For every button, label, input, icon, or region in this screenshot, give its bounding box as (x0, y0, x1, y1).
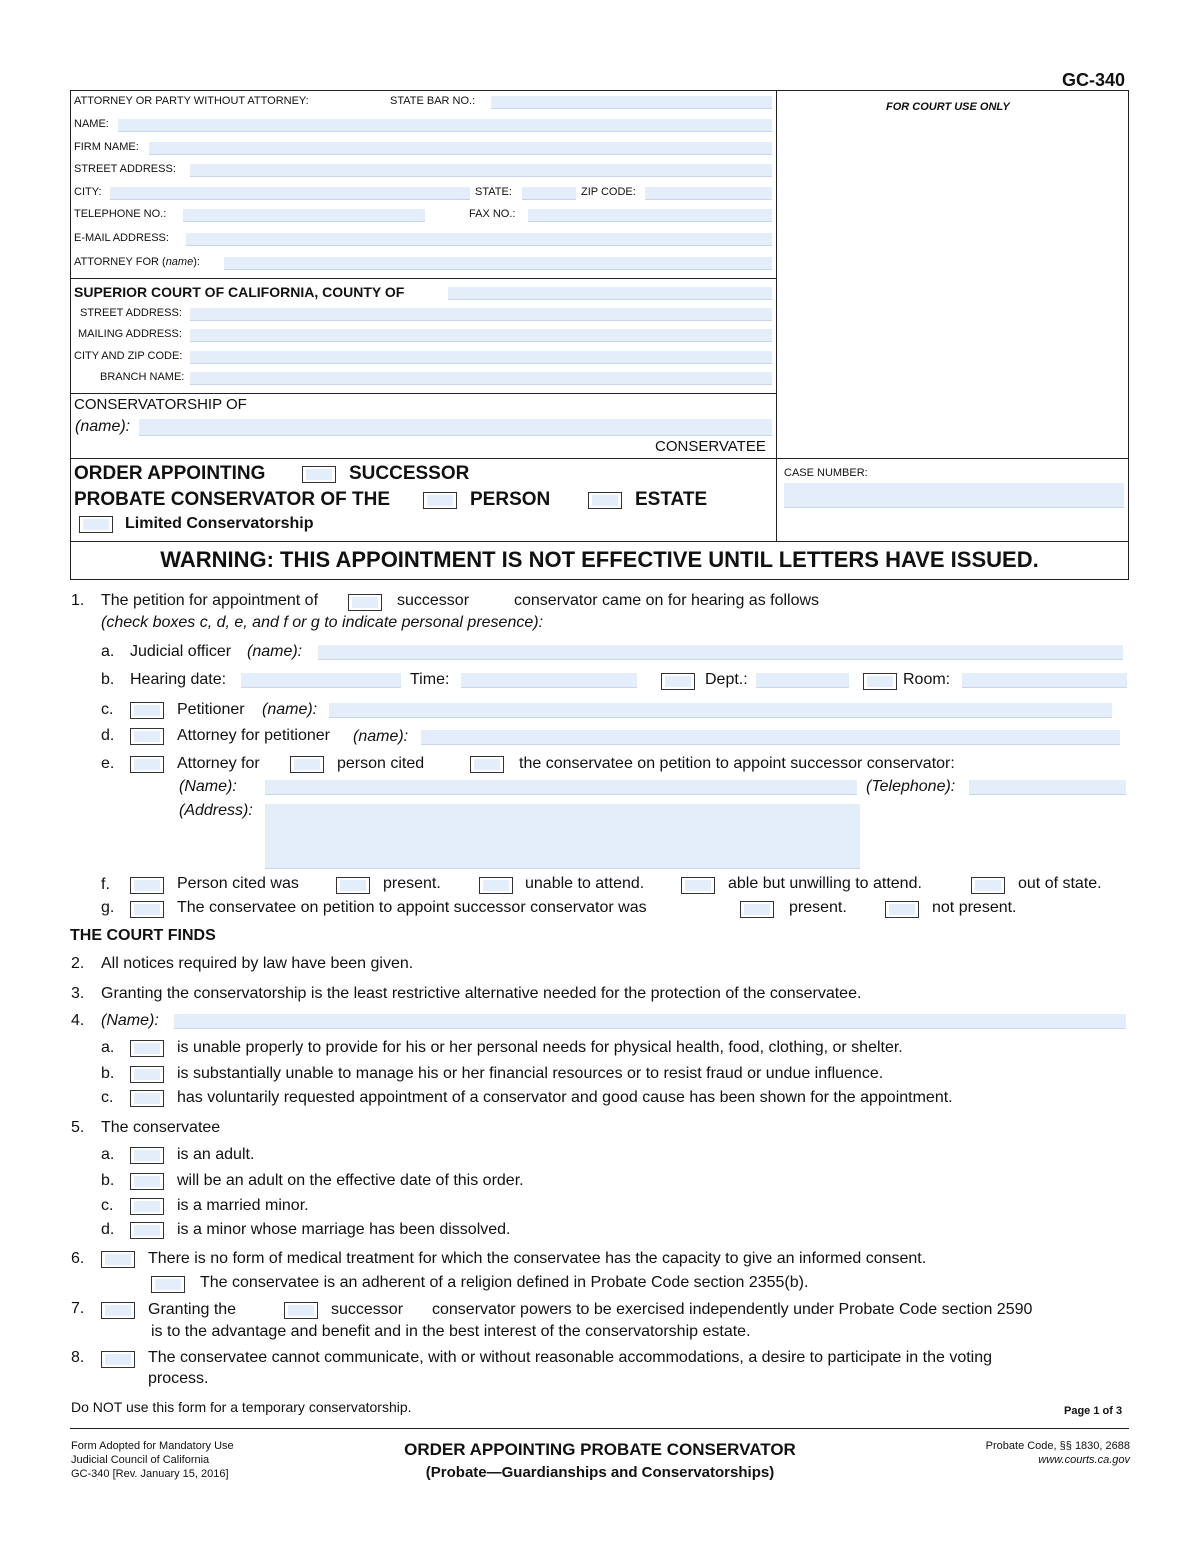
unwilling-label: able but unwilling to attend. (728, 875, 922, 892)
street-label: STREET ADDRESS: (74, 163, 176, 175)
email-field[interactable] (186, 233, 772, 246)
item5b-checkbox[interactable] (130, 1173, 164, 1190)
item-letter: b. (101, 671, 115, 688)
state-label: STATE: (475, 186, 512, 198)
state-field[interactable] (522, 187, 576, 200)
dept-field[interactable] (756, 673, 849, 688)
room-label: Room: (903, 671, 951, 688)
page-number: Page 1 of 3 (1064, 1405, 1123, 1417)
item4-name-field[interactable] (174, 1014, 1126, 1029)
attorney-petitioner-label: Attorney for petitioner (177, 727, 330, 744)
attorney-phone-field[interactable] (969, 780, 1126, 795)
unable-label: unable to attend. (525, 875, 645, 892)
attorney-petitioner-name-label: (name): (353, 728, 409, 745)
dept-label: Dept.: (705, 671, 748, 688)
name-field[interactable] (118, 119, 772, 132)
item1-text-b: conservator came on for hearing as follows (514, 592, 820, 609)
attorney-petitioner-checkbox[interactable] (130, 728, 164, 745)
attorney-for-label: Attorney for (177, 755, 260, 772)
time-field[interactable] (461, 673, 637, 688)
item-letter: d. (101, 727, 115, 744)
item-letter: f. (101, 876, 110, 893)
room-field[interactable] (962, 673, 1127, 688)
adopted-line-2: Judicial Council of California (71, 1454, 210, 1466)
item-number: 2. (71, 955, 85, 972)
item5c-checkbox[interactable] (130, 1198, 164, 1215)
divider (70, 458, 1129, 459)
unwilling-checkbox[interactable] (681, 877, 715, 894)
court-use-label: FOR COURT USE ONLY (886, 101, 1010, 113)
item8-checkbox[interactable] (101, 1351, 135, 1368)
footer-title: ORDER APPOINTING PROBATE CONSERVATOR (404, 1440, 796, 1459)
court-mailing-label: MAILING ADDRESS: (78, 328, 182, 340)
court-cityzip-field[interactable] (190, 351, 772, 364)
successor-checkbox[interactable] (302, 466, 336, 483)
item3-text: Granting the conservatorship is the least restrictive alternative needed for the protection of the conservatee. (101, 985, 862, 1002)
item4b-checkbox[interactable] (130, 1066, 164, 1083)
item7-checkbox[interactable] (101, 1302, 135, 1319)
attorney-label: ATTORNEY OR PARTY WITHOUT ATTORNEY: (74, 95, 309, 107)
item1-text: The petition for appointment of (101, 592, 319, 609)
person-cited-was-checkbox[interactable] (130, 877, 164, 894)
court-street-field[interactable] (190, 308, 772, 321)
probate-code: Probate Code, §§ 1830, 2688 (985, 1440, 1130, 1452)
item1-note: (check boxes c, d, e, and f or g to indicate personal presence): (101, 614, 544, 631)
item6-checkbox[interactable] (101, 1251, 135, 1268)
footer-divider (70, 1428, 1129, 1429)
item-number: 7. (71, 1300, 85, 1317)
divider (776, 90, 777, 542)
item5d-checkbox[interactable] (130, 1222, 164, 1239)
item5-text: The conservatee (101, 1119, 221, 1136)
probate-conservator-title: PROBATE CONSERVATOR OF THE (74, 489, 390, 510)
item-number: 5. (71, 1119, 85, 1136)
judicial-officer-label: Judicial officer (130, 643, 232, 660)
present-label: present. (383, 875, 441, 892)
item4-name-label: (Name): (101, 1012, 159, 1029)
item-letter: a. (101, 1039, 115, 1056)
city-field[interactable] (110, 187, 470, 200)
conservatee-label: the conservatee on petition to appoint successor conservator: (519, 755, 955, 772)
item5d-text: is a minor whose marriage has been dissolved. (177, 1221, 511, 1238)
item-letter: e. (101, 755, 115, 772)
divider (70, 393, 777, 394)
conservatee-was-label: The conservatee on petition to appoint successor conservator was (177, 899, 647, 916)
item-number: 8. (71, 1349, 85, 1366)
fax-label: FAX NO.: (469, 208, 516, 220)
out-of-state-checkbox[interactable] (971, 877, 1005, 894)
warning-banner: WARNING: THIS APPOINTMENT IS NOT EFFECTIVE UNTIL LETTERS HAVE ISSUED. (160, 547, 1039, 572)
attorney-phone-label: (Telephone): (866, 778, 956, 795)
person-cited-checkbox[interactable] (290, 756, 324, 773)
state-bar-field[interactable] (491, 96, 772, 109)
item2-text: All notices required by law have been given. (101, 955, 414, 972)
zip-label: ZIP CODE: (581, 186, 636, 198)
g-not-present-label: not present. (932, 899, 1017, 916)
item7-successor-label: successor (331, 1301, 404, 1318)
order-appointing-title: ORDER APPOINTING (74, 463, 266, 484)
item6-religion-text: The conservatee is an adherent of a religion defined in Probate Code section 2355(b). (200, 1274, 809, 1291)
item4b-text: is substantially unable to manage his or her financial resources or to resist fraud or undue influence. (177, 1065, 884, 1082)
phone-label: TELEPHONE NO.: (74, 208, 167, 220)
court-mailing-field[interactable] (190, 329, 772, 342)
item-letter: a. (101, 1146, 115, 1163)
item-letter: b. (101, 1172, 115, 1189)
item5c-text: is a married minor. (177, 1197, 309, 1214)
attorney-name-label: (Name): (179, 778, 237, 795)
state-bar-label: STATE BAR NO.: (390, 95, 476, 107)
item1-successor-label: successor (397, 592, 470, 609)
item-letter: b. (101, 1065, 115, 1082)
room-checkbox[interactable] (863, 673, 897, 690)
limited-checkbox[interactable] (79, 516, 113, 533)
judicial-officer-name-label: (name): (247, 643, 303, 660)
item5a-checkbox[interactable] (130, 1147, 164, 1164)
attorney-for-checkbox[interactable] (130, 756, 164, 773)
item-number: 6. (71, 1250, 85, 1267)
website-link[interactable]: www.courts.ca.gov (1038, 1454, 1130, 1466)
divider (70, 541, 1129, 542)
petitioner-name-label: (name): (262, 701, 318, 718)
item8-text-a: The conservatee cannot communicate, with or without reasonable accommodations, a desire to participate in the voting (148, 1349, 993, 1366)
firm-label: FIRM NAME: (74, 141, 139, 153)
fax-field[interactable] (528, 209, 772, 222)
item7-text-a: Granting the (148, 1301, 237, 1318)
attorney-address-label: (Address): (179, 802, 253, 819)
item6-text: There is no form of medical treatment for which the conservatee has the capacity to give an informed consent. (148, 1250, 927, 1267)
attorney-for-field[interactable] (224, 257, 772, 270)
item7-text-c: conservator powers to be exercised independently under Probate Code section 2590 (432, 1301, 1033, 1318)
limited-label: Limited Conservatorship (125, 515, 314, 532)
g-not-present-checkbox[interactable] (885, 901, 919, 918)
out-of-state-label: out of state. (1018, 875, 1102, 892)
person-cited-label: person cited (337, 755, 425, 772)
item4a-checkbox[interactable] (130, 1040, 164, 1057)
time-label: Time: (410, 671, 450, 688)
footer-subtitle: (Probate—Guardianships and Conservatorships) (425, 1464, 775, 1481)
item-letter: d. (101, 1221, 115, 1238)
hearing-date-label: Hearing date: (130, 671, 227, 688)
adopted-line-3: GC-340 [Rev. January 15, 2016] (71, 1468, 229, 1480)
unable-checkbox[interactable] (479, 877, 513, 894)
item5b-text: will be an adult on the effective date of this order. (177, 1172, 524, 1189)
item-letter: c. (101, 701, 114, 718)
item-letter: g. (101, 899, 115, 916)
item8-text-b: process. (148, 1370, 209, 1387)
item-number: 3. (71, 985, 85, 1002)
petitioner-label: Petitioner (177, 701, 245, 718)
item7-successor-checkbox[interactable] (284, 1302, 318, 1319)
court-street-label: STREET ADDRESS: (80, 307, 182, 319)
item7-text-d: is to the advantage and benefit and in the best interest of the conservatorship estate. (151, 1323, 751, 1340)
judicial-officer-field[interactable] (318, 645, 1123, 660)
hearing-date-field[interactable] (241, 673, 401, 688)
court-finds-heading: THE COURT FINDS (70, 927, 216, 944)
attorney-name-field[interactable] (265, 780, 857, 795)
case-number-label: CASE NUMBER: (784, 467, 868, 479)
estate-title: ESTATE (635, 489, 708, 510)
conservatorship-of-label: CONSERVATORSHIP OF (74, 396, 247, 413)
court-title: SUPERIOR COURT OF CALIFORNIA, COUNTY OF (74, 284, 405, 300)
person-checkbox[interactable] (423, 492, 457, 509)
phone-field[interactable] (183, 209, 425, 222)
item-number: 4. (71, 1012, 85, 1029)
do-not-use-note: Do NOT use this form for a temporary conservatorship. (71, 1399, 412, 1415)
attorney-address-field[interactable] (265, 804, 860, 869)
conservatee-name-field[interactable] (139, 419, 772, 436)
item-letter: a. (101, 643, 115, 660)
item-letter: c. (101, 1197, 114, 1214)
person-cited-was-label: Person cited was (177, 875, 299, 892)
petitioner-checkbox[interactable] (130, 702, 164, 719)
g-present-checkbox[interactable] (740, 901, 774, 918)
item4c-checkbox[interactable] (130, 1090, 164, 1107)
email-label: E-MAIL ADDRESS: (74, 232, 169, 244)
name-label: NAME: (74, 118, 109, 130)
court-cityzip-label: CITY AND ZIP CODE: (74, 350, 183, 362)
item6-religion-checkbox[interactable] (151, 1276, 185, 1293)
county-field[interactable] (448, 287, 772, 300)
form-id: GC-340 (1062, 70, 1126, 90)
petitioner-field[interactable] (329, 703, 1112, 718)
attorney-for-label: ATTORNEY FOR (name): (74, 256, 200, 268)
firm-field[interactable] (149, 142, 772, 155)
dept-checkbox[interactable] (661, 673, 695, 690)
person-title: PERSON (470, 489, 551, 510)
city-label: CITY: (74, 186, 102, 198)
court-branch-field[interactable] (190, 372, 772, 385)
conservatee-name-label: (name): (75, 418, 131, 435)
estate-checkbox[interactable] (588, 492, 622, 509)
adopted-line-1: Form Adopted for Mandatory Use (71, 1440, 234, 1452)
item-letter: c. (101, 1089, 114, 1106)
successor-title: SUCCESSOR (349, 463, 470, 484)
item4a-text: is unable properly to provide for his or her personal needs for physical health, food, clothing, or shelter. (177, 1039, 903, 1056)
street-field[interactable] (190, 164, 772, 177)
item4c-text: has voluntarily requested appointment of a conservator and good cause has been shown for the appointment. (177, 1089, 953, 1106)
case-number-field[interactable] (784, 483, 1124, 508)
conservatee-checkbox[interactable] (470, 756, 504, 773)
conservatee-label: CONSERVATEE (655, 438, 766, 455)
item-number: 1. (71, 592, 85, 609)
item5a-text: is an adult. (177, 1146, 255, 1163)
conservatee-was-checkbox[interactable] (130, 901, 164, 918)
court-branch-label: BRANCH NAME: (100, 371, 185, 383)
item1-successor-checkbox[interactable] (348, 594, 382, 611)
g-present-label: present. (789, 899, 847, 916)
zip-field[interactable] (645, 187, 772, 200)
present-checkbox[interactable] (336, 877, 370, 894)
divider (70, 278, 777, 279)
attorney-petitioner-field[interactable] (421, 730, 1120, 745)
